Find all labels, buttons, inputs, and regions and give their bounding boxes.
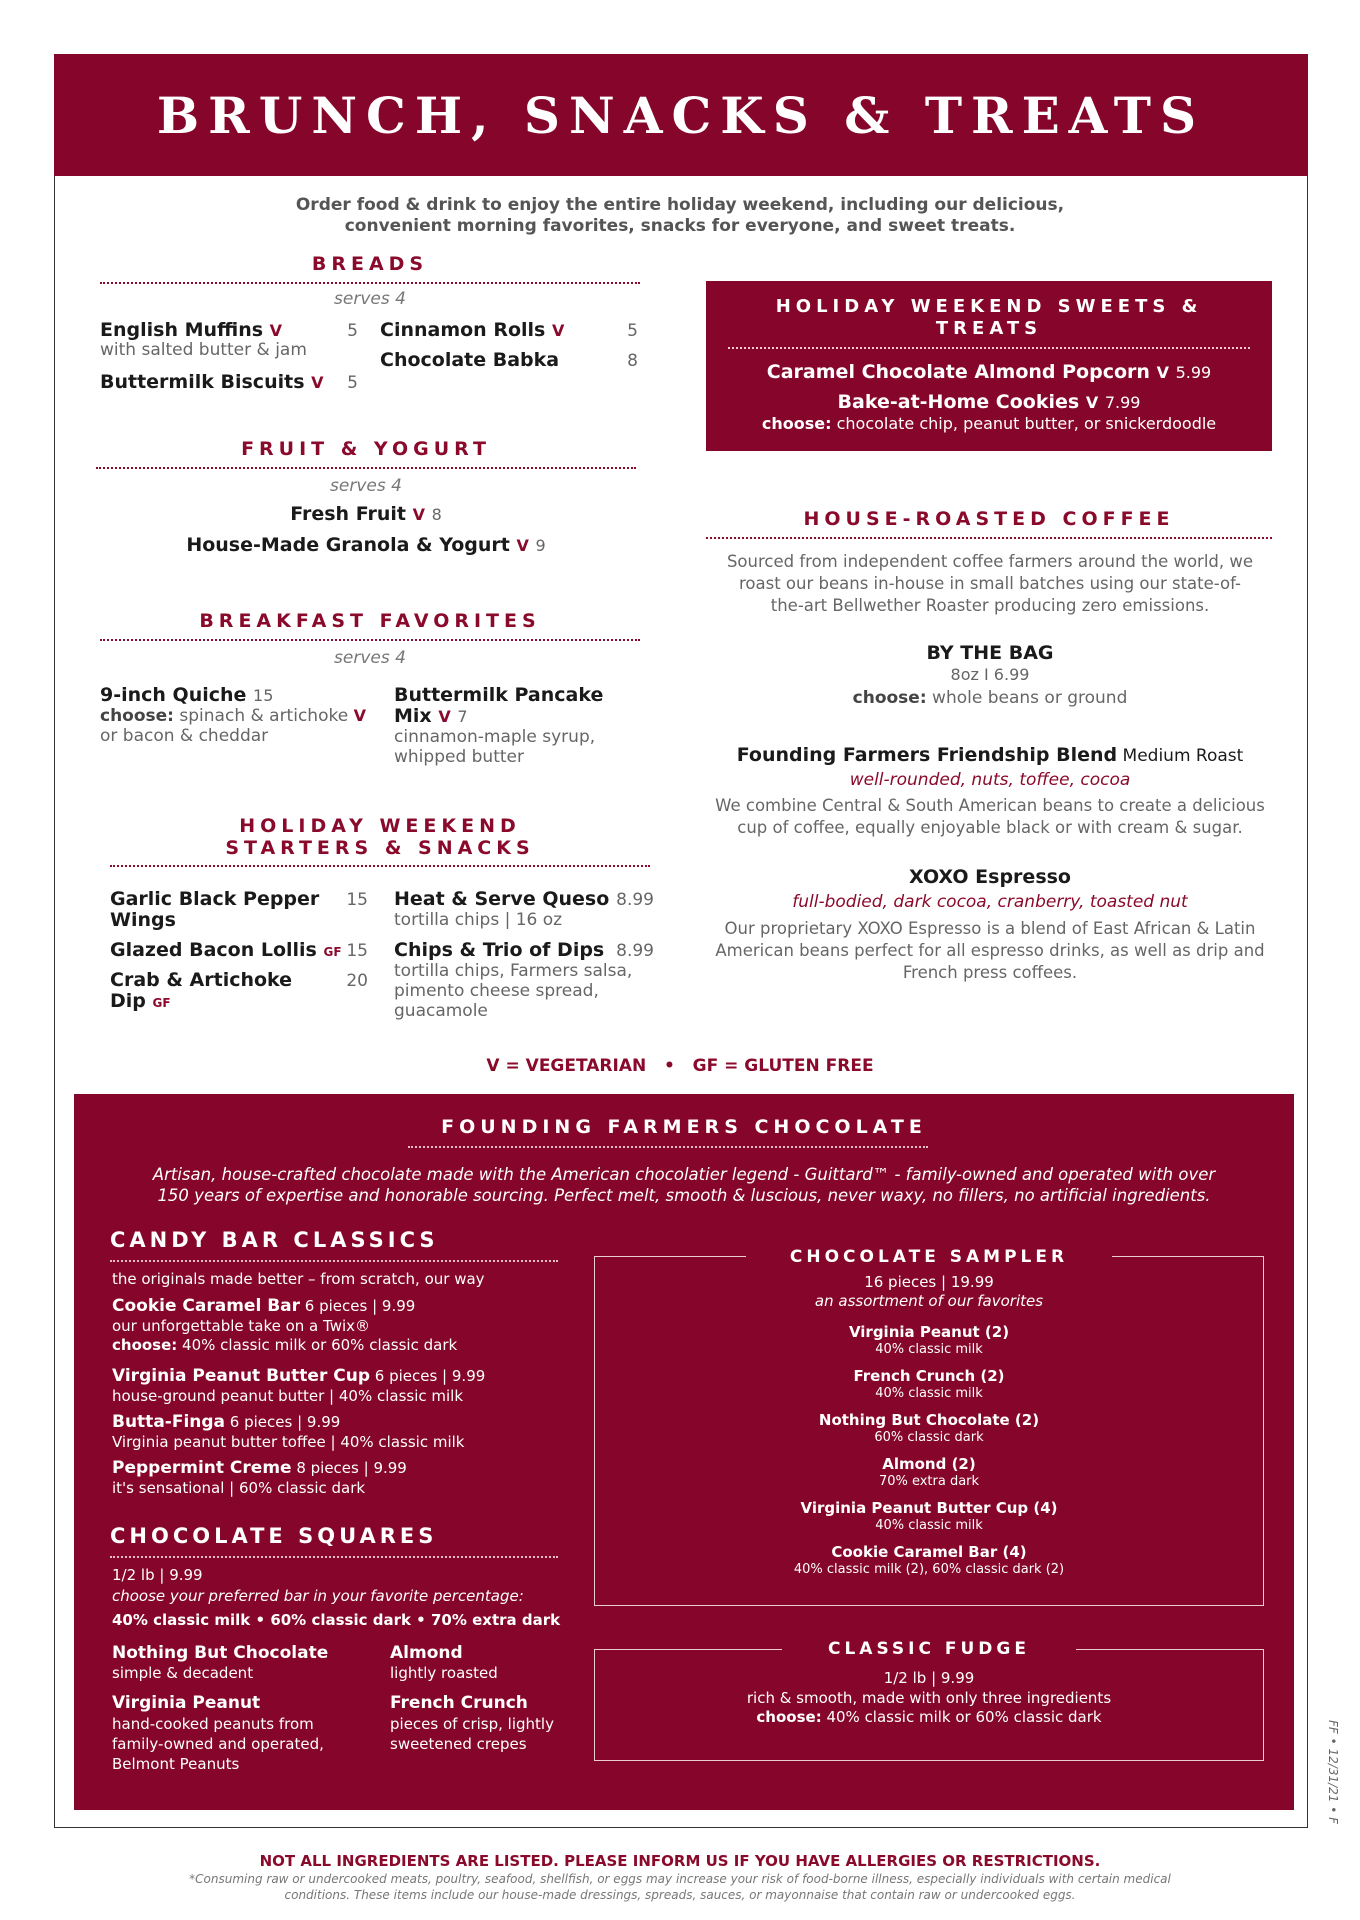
squares-choose: choose your preferred bar in your favorite percentage: bbox=[112, 1587, 524, 1605]
coffee-divider bbox=[706, 537, 1272, 539]
quiche-choose: choose: spinach & artichoke V bbox=[100, 706, 366, 726]
menu-item-quiche: 9-inch Quiche 15 bbox=[100, 684, 274, 706]
menu-item-chocolate-babka: Chocolate Babka bbox=[380, 349, 560, 371]
chocolate-section bbox=[74, 1094, 1294, 1810]
fudge-choose: choose: 40% classic milk or 60% classic dark bbox=[756, 1708, 1102, 1726]
sampler-subtitle: an assortment of our favorites bbox=[814, 1292, 1044, 1310]
blend-title: Founding Farmers Friendship Blend Medium Roast bbox=[736, 744, 1244, 766]
espresso-notes: full-bodied, dark cocoa, cranberry, toasted nut bbox=[792, 892, 1188, 912]
sampler-item: French Crunch (2) 40% classic milk bbox=[853, 1367, 1005, 1401]
square-desc: simple & decadent bbox=[112, 1664, 254, 1682]
starters-divider bbox=[110, 865, 650, 867]
sweets-title: HOLIDAY WEEKEND SWEETS & TREATS bbox=[775, 296, 1203, 339]
espresso-title: XOXO Espresso bbox=[908, 866, 1071, 888]
menu-item-cinnamon-rolls: Cinnamon Rolls V bbox=[380, 319, 565, 341]
chocolate-title: FOUNDING FARMERS CHOCOLATE bbox=[441, 1116, 927, 1138]
sweets-divider bbox=[728, 347, 1250, 349]
breakfast-serves: serves 4 bbox=[334, 648, 406, 668]
square-desc: hand-cooked peanuts from family-owned and operated, Belmont Peanuts bbox=[112, 1715, 324, 1773]
page-title: BRUNCH, SNACKS & TREATS bbox=[156, 85, 1206, 145]
candy-desc: Virginia peanut butter toffee | 40% classic milk bbox=[112, 1433, 465, 1451]
coffee-desc: Sourced from independent coffee farmers around the world, we roast our beans in-house in small batches using our state-of- the-art Bellwether Roaster producing zero emissions. bbox=[726, 552, 1254, 615]
sampler-item: Virginia Peanut (2) 40% classic milk bbox=[848, 1323, 1010, 1357]
breads-serves: serves 4 bbox=[334, 289, 406, 309]
chocolate-desc: Artisan, house-crafted chocolate made with the American chocolatier legend - Guittard™ - family-owned and operated with over 150 years of expertise and honorable sourcing. Perfect melt, smooth & luscious, never waxy, no fillers, no artificial ingredients. bbox=[152, 1165, 1216, 1205]
candy-title: CANDY BAR CLASSICS bbox=[110, 1228, 439, 1252]
price: 8 bbox=[627, 351, 638, 371]
sampler-item: Virginia Peanut Butter Cup (4) 40% classic milk bbox=[800, 1499, 1058, 1533]
fudge-desc: rich & smooth, made with only three ingredients bbox=[746, 1689, 1112, 1707]
price: 8.99 bbox=[616, 941, 654, 961]
menu-item-queso: Heat & Serve Queso bbox=[394, 888, 610, 910]
square-item: Almond bbox=[390, 1643, 463, 1663]
item-desc: cinnamon-maple syrup, whipped butter bbox=[394, 727, 596, 767]
square-item: Virginia Peanut bbox=[112, 1693, 261, 1713]
sampler-item: Almond (2) 70% extra dark bbox=[878, 1455, 980, 1489]
menu-item-buttermilk-biscuits: Buttermilk Biscuits V bbox=[100, 371, 324, 393]
menu-item-fresh-fruit: Fresh Fruit V 8 bbox=[290, 503, 442, 525]
consumer-disclaimer: *Consuming raw or undercooked meats, poultry, seafood, shellfish, or eggs may increase your risk of food-borne illness, especially individuals with certain medical conditions. These items include our house-made dressings, spreads, sauces, or mayonnaise that contain raw or undercooked eggs. bbox=[189, 1872, 1171, 1902]
sampler-price: 16 pieces | 19.99 bbox=[864, 1273, 994, 1291]
allergy-notice: NOT ALL INGREDIENTS ARE LISTED. PLEASE INFORM US IF YOU HAVE ALLERGIES OR RESTRICTIONS. bbox=[259, 1852, 1101, 1870]
breads-title: BREADS bbox=[311, 253, 429, 275]
menu-item-wings: Garlic Black Pepper Wings bbox=[110, 888, 320, 931]
candy-item: Virginia Peanut Butter Cup 6 pieces | 9.99 bbox=[112, 1366, 486, 1386]
price: 5 bbox=[347, 373, 358, 393]
breads-divider bbox=[100, 282, 640, 284]
item-desc: with salted butter & jam bbox=[100, 340, 307, 360]
candy-desc: it's sensational | 60% classic dark bbox=[112, 1479, 366, 1497]
price: 5 bbox=[347, 321, 358, 341]
side-code: FF • 12/31/21 • F bbox=[1326, 1720, 1340, 1825]
square-item: French Crunch bbox=[390, 1693, 528, 1713]
bag-choose: choose: whole beans or ground bbox=[852, 688, 1128, 708]
breakfast-divider bbox=[100, 639, 640, 641]
price: 15 bbox=[346, 941, 368, 961]
candy-choose: choose: 40% classic milk or 60% classic dark bbox=[112, 1336, 458, 1354]
dietary-legend: V = VEGETARIAN • GF = GLUTEN FREE bbox=[486, 1056, 874, 1076]
sampler-item: Cookie Caramel Bar (4) 40% classic milk (2), 60% classic dark (2) bbox=[793, 1543, 1065, 1577]
breakfast-title: BREAKFAST FAVORITES bbox=[199, 610, 541, 632]
menu-item-crab-dip: Crab & Artichoke Dip GF bbox=[110, 969, 293, 1012]
item-desc: tortilla chips | 16 oz bbox=[394, 910, 563, 930]
candy-divider bbox=[110, 1260, 558, 1262]
price: 8.99 bbox=[616, 890, 654, 910]
candy-item: Cookie Caramel Bar 6 pieces | 9.99 bbox=[112, 1296, 416, 1316]
intro-text bbox=[200, 195, 1160, 237]
menu-item-english-muffins: English Muffins V bbox=[100, 319, 283, 341]
price: 20 bbox=[346, 971, 368, 991]
square-desc: pieces of crisp, lightly sweetened crepes bbox=[390, 1715, 554, 1753]
sampler-title: CHOCOLATE SAMPLER bbox=[746, 1244, 1112, 1270]
bag-price: 8oz I 6.99 bbox=[950, 665, 1030, 684]
chocolate-divider bbox=[408, 1146, 928, 1148]
candy-desc: our unforgettable take on a Twix® bbox=[112, 1317, 371, 1335]
fruit-title: FRUIT & YOGURT bbox=[241, 438, 491, 460]
square-desc: lightly roasted bbox=[390, 1664, 498, 1682]
menu-item-cookies: Bake-at-Home Cookies V 7.99 bbox=[837, 391, 1141, 413]
espresso-desc: Our proprietary XOXO Espresso is a blend of East African & Latin American beans perfect for all espresso drinks, as well as drip and French press coffees. bbox=[715, 919, 1265, 982]
sampler-item: Nothing But Chocolate (2) 60% classic dark bbox=[818, 1411, 1040, 1445]
price: 15 bbox=[346, 890, 368, 910]
candy-item: Butta-Finga 6 pieces | 9.99 bbox=[112, 1412, 341, 1432]
item-desc: tortilla chips, Farmers salsa, pimento cheese spread, guacamole bbox=[394, 961, 633, 1021]
fudge-title: CLASSIC FUDGE bbox=[782, 1636, 1076, 1662]
title-banner bbox=[54, 54, 1308, 176]
intro-line: Order food & drink to enjoy the entire holiday weekend, including our delicious, bbox=[295, 195, 1065, 215]
intro-line: convenient morning favorites, snacks for everyone, and sweet treats. bbox=[344, 216, 1016, 236]
cookies-choose: choose: chocolate chip, peanut butter, or snickerdoodle bbox=[761, 414, 1217, 433]
bag-title: BY THE BAG bbox=[926, 642, 1054, 664]
coffee-title: HOUSE-ROASTED COFFEE bbox=[803, 508, 1175, 530]
squares-options: 40% classic milk • 60% classic dark • 70% extra dark bbox=[112, 1611, 561, 1629]
starters-title: HOLIDAY WEEKEND STARTERS & SNACKS bbox=[225, 815, 535, 859]
menu-item-popcorn: Caramel Chocolate Almond Popcorn V 5.99 bbox=[766, 361, 1212, 383]
square-item: Nothing But Chocolate bbox=[112, 1643, 329, 1663]
menu-item-chips-dips: Chips & Trio of Dips bbox=[394, 939, 605, 961]
fruit-serves: serves 4 bbox=[330, 476, 402, 496]
candy-item: Peppermint Creme 8 pieces | 9.99 bbox=[112, 1458, 407, 1478]
item-desc: or bacon & cheddar bbox=[100, 726, 269, 746]
menu-item-granola-yogurt: House-Made Granola & Yogurt V 9 bbox=[186, 534, 546, 556]
fudge-price: 1/2 lb | 9.99 bbox=[883, 1669, 975, 1687]
fruit-divider bbox=[96, 467, 636, 469]
sweets-box bbox=[706, 281, 1272, 451]
blend-desc: We combine Central & South American beans to create a delicious cup of coffee, equally enjoyable black or with cream & sugar. bbox=[715, 796, 1265, 837]
squares-price: 1/2 lb | 9.99 bbox=[112, 1566, 203, 1584]
squares-title: CHOCOLATE SQUARES bbox=[110, 1524, 438, 1548]
price: 5 bbox=[627, 321, 638, 341]
candy-desc: house-ground peanut butter | 40% classic milk bbox=[112, 1387, 464, 1405]
blend-notes: well-rounded, nuts, toffee, cocoa bbox=[849, 770, 1131, 790]
menu-item-pancake-mix: Buttermilk Pancake Mix V 7 bbox=[394, 684, 604, 727]
squares-divider bbox=[110, 1556, 558, 1558]
menu-item-bacon-lollis: Glazed Bacon Lollis GF bbox=[110, 939, 342, 961]
candy-subtitle: the originals made better – from scratch, our way bbox=[112, 1270, 485, 1288]
